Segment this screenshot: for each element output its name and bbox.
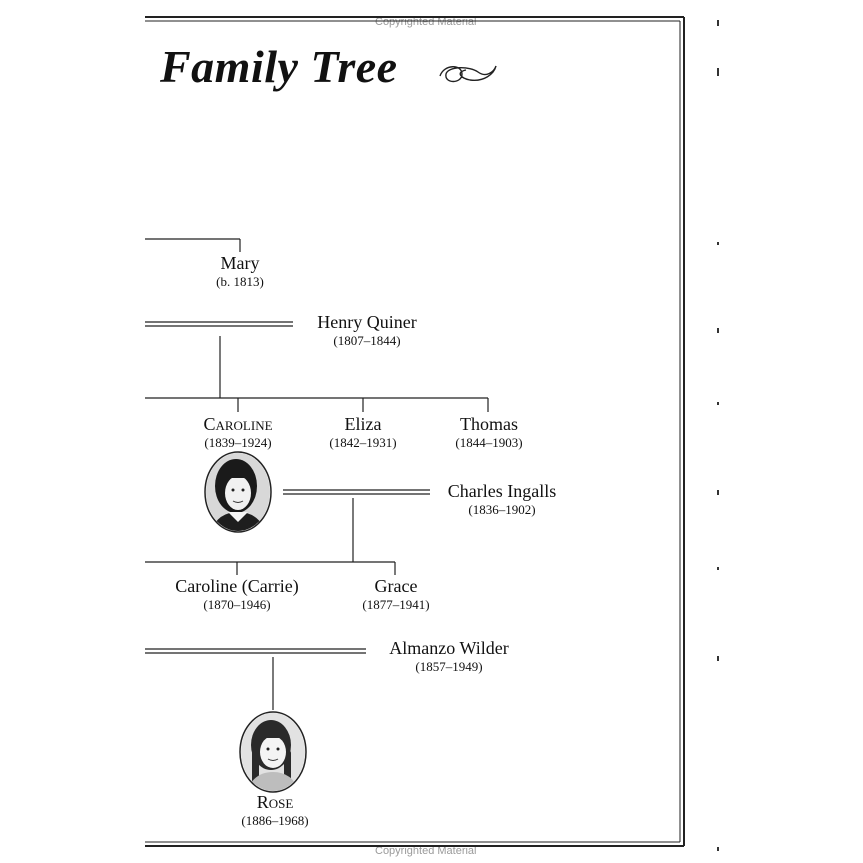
person-charles-ingalls [448,481,556,518]
person-name: Eliza [344,414,382,434]
edge-mark [717,567,719,570]
edge-mark [717,20,719,26]
person-mary [216,253,264,290]
person-name: Rose [256,792,294,812]
person-dates: (1807–1844) [333,333,401,348]
flourish-icon [440,66,496,82]
edge-mark [717,328,719,333]
person-dates: (1886–1968) [241,813,309,828]
watermark-top: Copyrighted Material [375,16,477,28]
person-henry-quiner [317,312,416,349]
person-name: Charles Ingalls [447,481,557,501]
edge-mark [717,242,719,245]
person-dates: (b. 1813) [216,274,264,289]
person-dates: (1844–1903) [455,435,523,450]
person-grace [362,576,429,613]
person-dates: (1839–1924) [204,435,272,450]
person-name: Almanzo Wilder [389,638,509,658]
person-name: Caroline (Carrie) [175,576,299,596]
person-name: Henry Quiner [317,312,417,332]
caroline-portrait [200,450,280,540]
rose-portrait [236,710,316,800]
person-rose [241,792,308,829]
edge-mark [717,847,719,851]
person-dates: (1870–1946) [203,597,271,612]
page-title: Family Tree [160,41,398,92]
person-eliza [329,414,396,451]
edge-mark [717,490,719,495]
person-thomas [455,414,522,451]
edge-mark [717,68,719,76]
watermark-bottom: Copyrighted Material [375,845,477,857]
edge-mark [717,402,719,405]
person-almanzo-wilder [389,638,508,675]
person-name: Thomas [459,414,518,434]
person-name: Mary [220,253,260,273]
person-carrie [175,576,298,613]
person-dates: (1842–1931) [329,435,397,450]
person-dates: (1877–1941) [362,597,430,612]
person-caroline [203,414,272,451]
person-name: Grace [374,576,418,596]
person-dates: (1836–1902) [468,502,536,517]
person-dates: (1857–1949) [415,659,483,674]
person-name: Caroline [203,414,273,434]
edge-mark [717,656,719,661]
